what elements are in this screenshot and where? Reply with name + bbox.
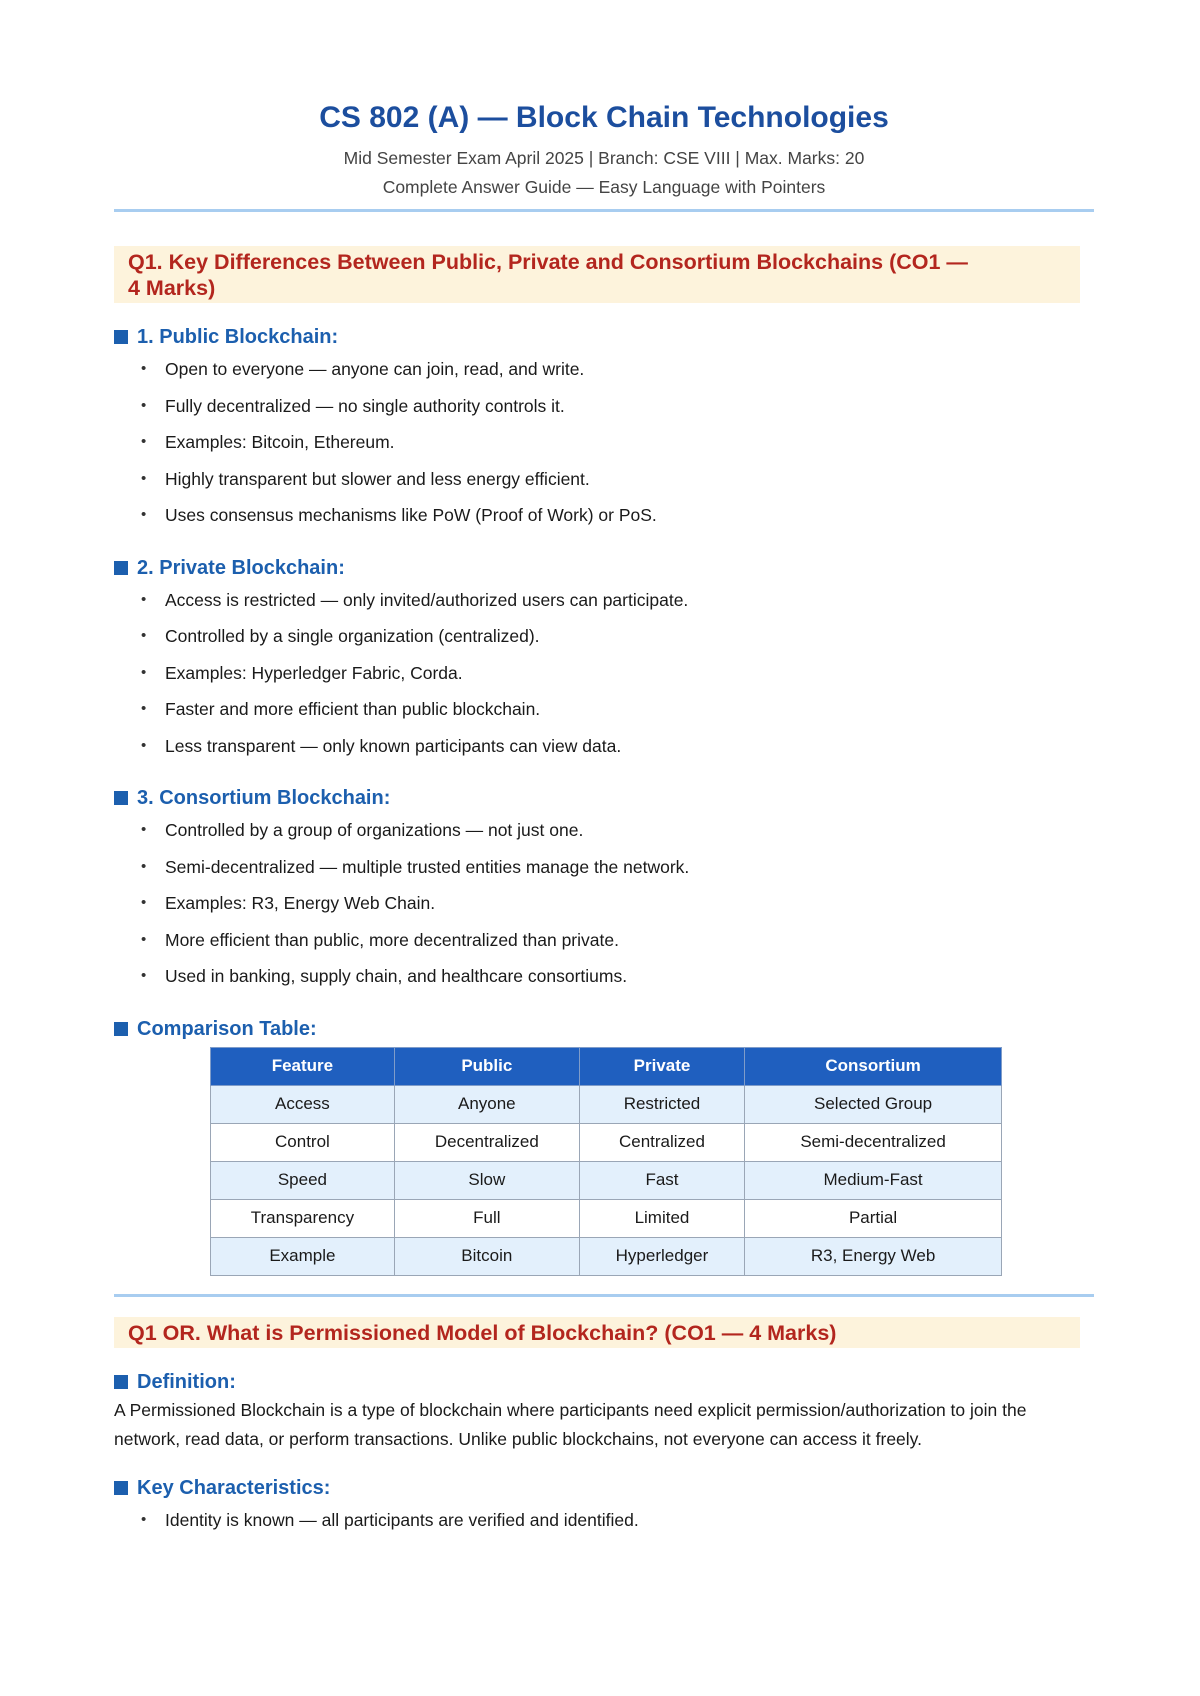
private-blockchain-heading-text: 2. Private Blockchain: [137, 556, 345, 579]
table-cell: Anyone [394, 1085, 579, 1123]
definition-heading [114, 1368, 1094, 1396]
table-row [211, 1161, 1002, 1199]
table-cell: Selected Group [745, 1085, 1002, 1123]
table-cell: Hyperledger [579, 1237, 744, 1275]
private-blockchain-heading [114, 554, 1094, 582]
q1-heading [114, 246, 1080, 303]
guide-subtitle: Complete Answer Guide — Easy Language with Pointers [382, 177, 826, 197]
consortium-blockchain-heading [114, 784, 1094, 812]
table-cell: Restricted [579, 1085, 744, 1123]
table-cell: Transparency [211, 1199, 395, 1237]
list-item: • Controlled by a single organization (centralized). [140, 618, 1094, 655]
table-cell: Example [211, 1237, 395, 1275]
table-cell: Access [211, 1085, 395, 1123]
key-characteristics-heading-text: Key Characteristics: [137, 1476, 331, 1499]
table-cell: Limited [579, 1199, 744, 1237]
list-item: • Examples: Bitcoin, Ethereum. [140, 424, 1094, 461]
square-bullet-icon [114, 1375, 128, 1389]
private-blockchain-points [114, 582, 1094, 765]
list-item: • Examples: Hyperledger Fabric, Corda. [140, 655, 1094, 692]
definition-heading-text: Definition: [137, 1370, 236, 1393]
list-item: • Controlled by a group of organizations — not just one. [140, 812, 1094, 849]
comparison-table-heading [114, 1015, 1094, 1043]
table-header-row [211, 1047, 1002, 1085]
comparison-table [210, 1047, 1002, 1276]
list-item: • Semi-decentralized — multiple trusted entities manage the network. [140, 849, 1094, 886]
table-row [211, 1199, 1002, 1237]
table-row [211, 1123, 1002, 1161]
key-characteristics-points [114, 1502, 1094, 1539]
list-item: • Uses consensus mechanisms like PoW (Proof of Work) or PoS. [140, 497, 1094, 534]
list-item: • Less transparent — only known participants can view data. [140, 728, 1094, 765]
list-item: • Highly transparent but slower and less energy efficient. [140, 461, 1094, 498]
consortium-blockchain-points [114, 812, 1094, 995]
table-cell: R3, Energy Web [745, 1237, 1002, 1275]
consortium-blockchain-heading-text: 3. Consortium Blockchain: [137, 787, 391, 809]
exam-info: Mid Semester Exam April 2025 | Branch: CSE VIII | Max. Marks: 20 [343, 148, 865, 168]
public-blockchain-heading-text: 1. Public Blockchain: [137, 326, 339, 348]
table-cell: Control [211, 1123, 395, 1161]
document-page [114, 92, 1094, 1538]
list-item: • Used in banking, supply chain, and healthcare consortiums. [140, 958, 1094, 995]
column-header: Consortium [745, 1047, 1002, 1085]
list-item: • Open to everyone — anyone can join, read, and write. [140, 351, 1094, 388]
table-cell: Partial [745, 1199, 1002, 1237]
table-row [211, 1085, 1002, 1123]
square-bullet-icon [114, 1022, 128, 1036]
definition-text: A Permissioned Blockchain is a type of blockchain where participants need explicit permission/authorization to join the network, read data, or perform transactions. Unlike public blockchains, not everyone can access it freely. [114, 1399, 1027, 1449]
column-header: Public [394, 1047, 579, 1085]
table-row [211, 1237, 1002, 1275]
table-cell: Fast [579, 1161, 744, 1199]
column-header: Feature [211, 1047, 395, 1085]
square-bullet-icon [114, 330, 128, 344]
list-item: • More efficient than public, more decentralized than private. [140, 922, 1094, 959]
table-cell: Medium-Fast [745, 1161, 1002, 1199]
table-cell: Centralized [579, 1123, 744, 1161]
list-item: • Identity is known — all participants are verified and identified. [140, 1502, 1094, 1539]
comparison-table-heading-text: Comparison Table: [137, 1017, 317, 1040]
key-characteristics-heading [114, 1474, 1094, 1502]
table-cell: Semi-decentralized [745, 1123, 1002, 1161]
list-item: • Fully decentralized — no single authority controls it. [140, 388, 1094, 425]
q1-or-heading: Q1 OR. What is Permissioned Model of Blockchain? (CO1 — 4 Marks) [114, 1317, 1080, 1348]
public-blockchain-heading [114, 323, 1094, 351]
column-header: Private [579, 1047, 744, 1085]
document-title: CS 802 (A) — Block Chain Technologies [319, 101, 889, 134]
table-cell: Slow [394, 1161, 579, 1199]
q1-heading-line2: 4 Marks) [128, 276, 216, 300]
table-cell: Speed [211, 1161, 395, 1199]
list-item: • Examples: R3, Energy Web Chain. [140, 885, 1094, 922]
square-bullet-icon [114, 791, 128, 805]
public-blockchain-points [114, 351, 1094, 534]
table-cell: Bitcoin [394, 1237, 579, 1275]
list-item: • Access is restricted — only invited/authorized users can participate. [140, 582, 1094, 619]
square-bullet-icon [114, 1481, 128, 1495]
q1-heading-line1: Q1. Key Differences Between Public, Private and Consortium Blockchains (CO1 — [128, 250, 968, 274]
table-cell: Full [394, 1199, 579, 1237]
list-item: • Faster and more efficient than public blockchain. [140, 691, 1094, 728]
square-bullet-icon [114, 561, 128, 575]
table-cell: Decentralized [394, 1123, 579, 1161]
